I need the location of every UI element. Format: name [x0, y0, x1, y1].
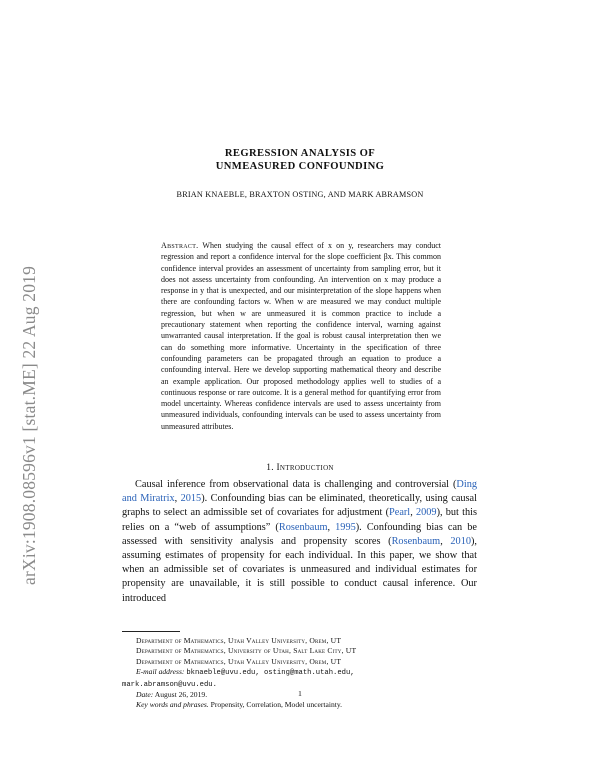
intro-text-8: , — [440, 535, 451, 547]
abstract — [161, 240, 441, 432]
section-number: 1. — [266, 463, 274, 473]
date-line: Date: August 26, 2019. — [136, 690, 208, 700]
email-label: E-mail address — [136, 667, 182, 677]
keywords-label: Key words and phrases. — [136, 700, 209, 710]
intro-text-6: , — [327, 521, 336, 533]
footnotes — [122, 636, 477, 711]
affiliation-1: Department of Mathematics, Utah Valley University, Orem, UT — [136, 636, 342, 645]
affiliation-2: Department of Mathematics, University of Utah, Salt Lake City, UT — [136, 646, 357, 656]
date-value: August 26, 2019. — [154, 690, 208, 700]
title-line-2: UNMEASURED CONFOUNDING — [215, 161, 385, 172]
citation-link-pearl[interactable]: Pearl — [389, 507, 411, 519]
intro-text-9: ), assuming estimates of propensity for each individual. In this paper, we show that when an admissible set of covariates is unmeasured and individual estimates for propensity are unavailable, it is still possible to conduct causal inference. Our introduced — [122, 535, 477, 604]
author-list: BRIAN KNAEBLE, BRAXTON OSTING, AND MARK ABRAMSON — [176, 190, 424, 199]
intro-text-3: ). Confounding bias can be eliminated, theoretically, using causal graphs to select an admissible set of covariates for adjustment ( — [122, 493, 477, 519]
arxiv-identifier: arXiv:1908.08596v1 [stat.ME] 22 Aug 2019 — [19, 265, 39, 585]
page-number: 1 — [298, 689, 302, 698]
intro-text-4: , — [410, 507, 416, 519]
abstract-text: When studying the causal effect of x on y, researchers may conduct regression and report a confidence interval for the slope coefficient βx. This common confidence interval provides an assessment of uncertainty from sampling error, but it does not assess uncertainty from confounding. An intervention on x may produce a response in y that is unexpected, and our misinterpretation of the slope happens when there are confounding factors w. When w are measured we may conduct multiple regression, but when w are unmeasured it is common practice to include a precautionary statement when reporting the confidence interval, warning against unwarranted causal interpretation. If the goal is robust causal interpretation then we can do something more informative. Uncertainty in the specification of three confounding parameters can be propagated through an equation to produce a confounding interval. Here we develop supporting mathematical theory and describe an example application. Our proposed methodology applies well to studies of a continuous response or rare outcome. It is a general method for quantifying error from model uncertainty. Whereas confidence intervals are used to assess uncertainty from unmeasured individuals, confounding intervals can be used to assess uncertainty from unmeasured attributes. — [161, 241, 441, 431]
intro-text-7: ). Confounding bias can be assessed with sensitivity analysis and propensity scores ( — [122, 521, 477, 547]
introduction-body — [122, 478, 477, 606]
email-line: E-mail address: bknaeble@uvu.edu, osting@math.utah.edu, — [136, 667, 355, 678]
citation-link-pearl-year[interactable]: 2009 — [415, 507, 437, 519]
footnote-divider — [122, 631, 180, 632]
introduction-paragraph — [122, 478, 477, 606]
keywords-line — [122, 700, 477, 710]
section-heading — [100, 463, 500, 473]
citation-link-rosenbaum-1995-year[interactable]: 1995 — [335, 521, 356, 533]
email-addresses-1[interactable]: bknaeble@uvu.edu, osting@math.utah.edu, — [186, 669, 355, 678]
paper-title — [100, 147, 500, 173]
email-addresses-2[interactable]: mark.abramson@uvu.edu. — [122, 680, 217, 689]
abstract-label: Abstract. — [161, 241, 199, 250]
date-label: Date — [136, 690, 151, 700]
citation-link-rosenbaum-2010-year[interactable]: 2010 — [450, 535, 471, 547]
intro-text-5: ), but this relies on a “web of assumptions” ( — [122, 507, 477, 533]
citation-link-ding-year[interactable]: 2015 — [180, 493, 202, 505]
intro-text-1: Causal inference from observational data is challenging and controversial ( — [135, 479, 457, 490]
affiliation-3: Department of Mathematics, Utah Valley University, Orem, UT — [136, 656, 342, 666]
citation-link-rosenbaum-2010[interactable]: Rosenbaum — [391, 535, 441, 547]
title-line-1: REGRESSION ANALYSIS OF — [224, 148, 376, 159]
citation-link-ding[interactable]: Ding and Miratrix — [122, 479, 477, 505]
section-title: Introduction — [276, 463, 334, 473]
keywords-value: Propensity, Correlation, Model uncertainty. — [210, 700, 343, 710]
citation-link-rosenbaum-1995[interactable]: Rosenbaum — [278, 521, 328, 533]
intro-text-2: , — [174, 493, 181, 505]
